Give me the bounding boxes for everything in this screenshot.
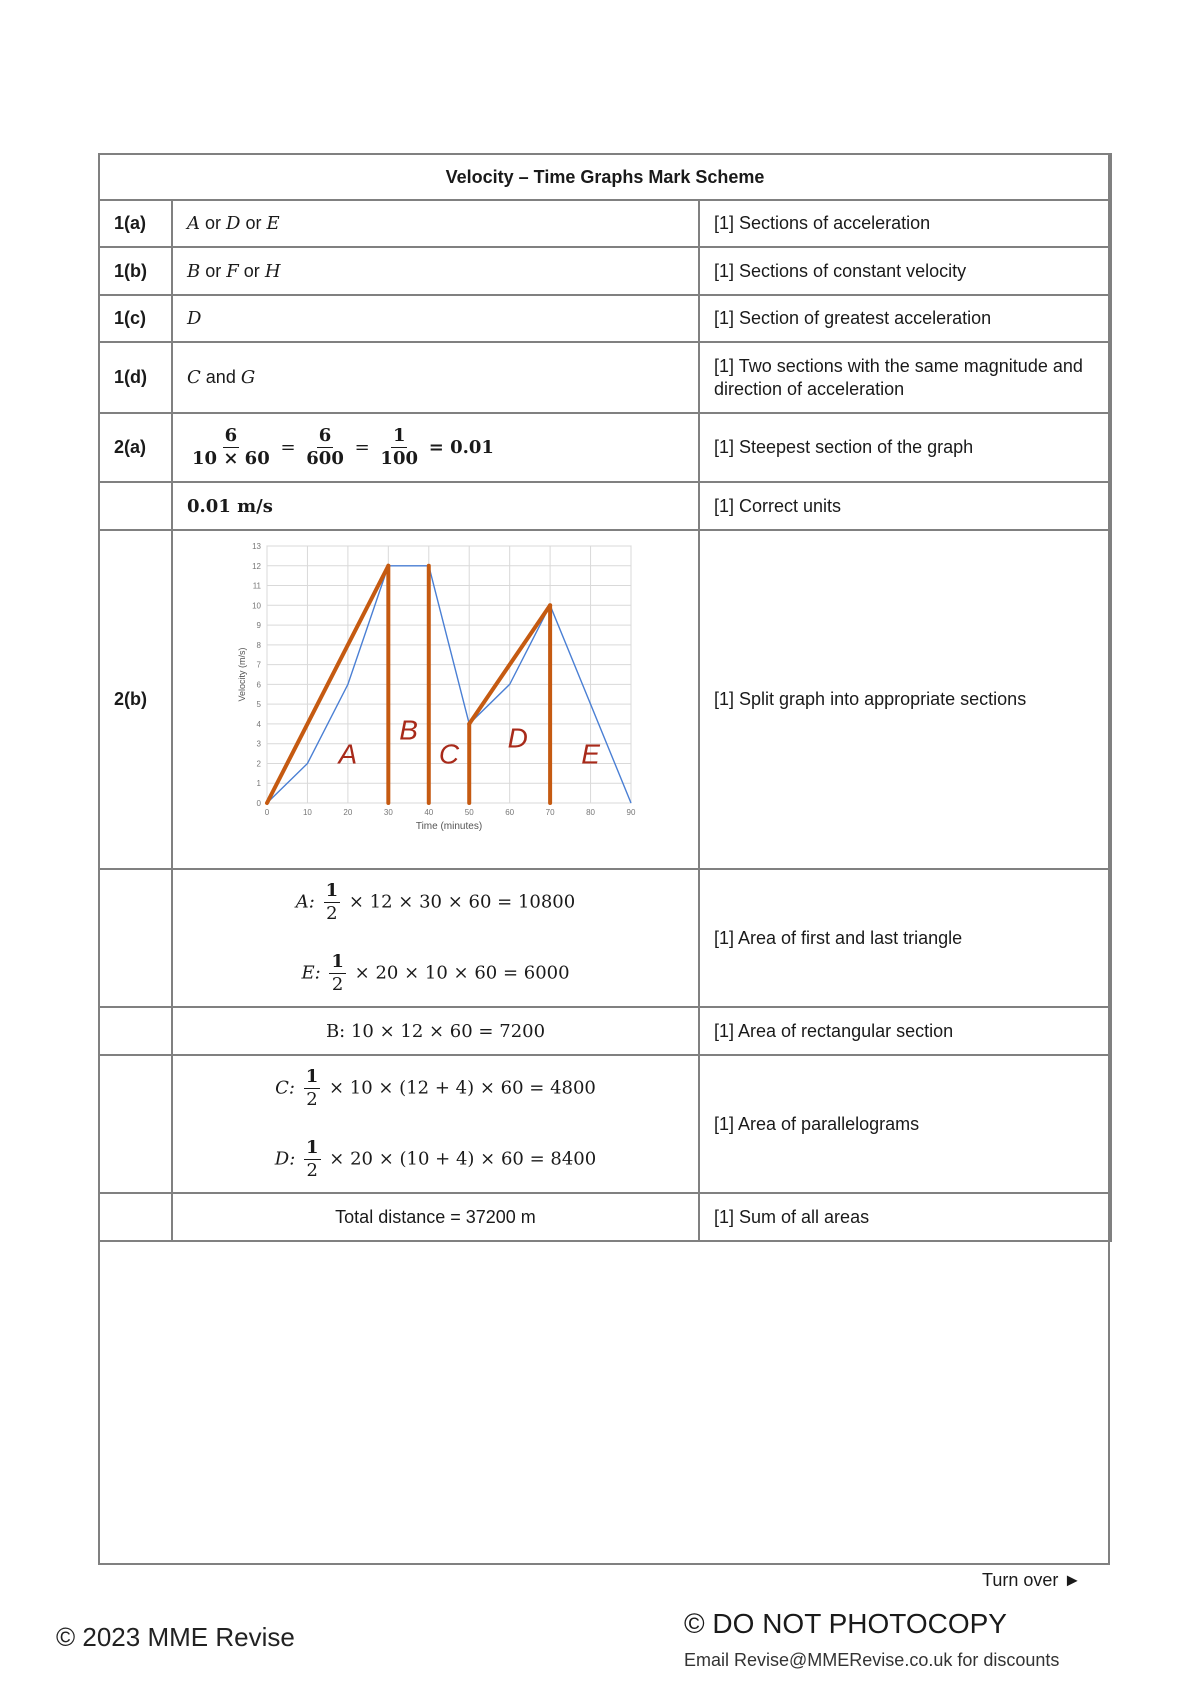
question-number: [99, 1007, 172, 1055]
answer-connector: and: [205, 367, 236, 387]
fraction-denominator: 2: [331, 974, 344, 995]
mark-cell: [1] Area of rectangular section: [699, 1007, 1111, 1055]
fraction-numerator: 1: [392, 425, 406, 446]
question-number: 1(d): [99, 342, 172, 413]
y-axis-label: Velocity (m/s): [237, 646, 247, 702]
answer-var: E: [266, 213, 280, 234]
x-tick-label: 90: [626, 807, 636, 817]
y-tick-label: 0: [256, 798, 261, 808]
y-tick-label: 7: [256, 660, 261, 670]
answer-var: G: [240, 367, 256, 388]
fraction-numerator: 1: [305, 1066, 319, 1087]
answer-cell: [172, 200, 699, 247]
y-tick-label: 5: [256, 699, 261, 709]
area-d-calculation: [187, 1137, 684, 1182]
question-number: [99, 1193, 172, 1241]
answer-cell: [172, 247, 699, 295]
mark-cell: [1] Area of first and last triangle: [699, 869, 1111, 1007]
table-row: [99, 295, 1111, 342]
answer-cell: Total distance = 37200 m: [172, 1193, 699, 1241]
section-label: B: [399, 714, 418, 746]
table-row: [99, 869, 1111, 1007]
mark-cell: [1] Sections of constant velocity: [699, 247, 1111, 295]
answer-var: D: [187, 308, 202, 329]
fraction-numerator: 6: [224, 425, 238, 446]
section-label: E: [581, 737, 600, 769]
area-e-calculation: [187, 951, 684, 996]
table-title: Velocity – Time Graphs Mark Scheme: [99, 154, 1111, 200]
answer-connector: or: [205, 260, 222, 281]
y-tick-label: 13: [252, 541, 261, 551]
answer-var: F: [226, 260, 239, 282]
x-axis-label: Time (minutes): [415, 820, 483, 832]
calculation-expression: × 12 × 30 × 60 = 10800: [348, 891, 576, 913]
x-tick-label: 70: [545, 807, 555, 817]
table-row: [99, 482, 1111, 530]
section-label: D:: [274, 1148, 296, 1170]
y-tick-label: 3: [256, 739, 261, 749]
mark-scheme-table: [98, 153, 1112, 1242]
section-label: A: [338, 737, 358, 769]
question-number: [99, 1055, 172, 1193]
x-tick-label: 40: [424, 807, 434, 817]
y-tick-label: 11: [252, 581, 261, 591]
copyright-notice: © 2023 MME Revise: [56, 1622, 295, 1652]
section-label: D: [507, 722, 528, 754]
answer-connector: or: [243, 260, 260, 281]
answer-var: D: [226, 213, 241, 234]
table-row: [99, 200, 1111, 247]
fraction-numerator: 1: [331, 951, 344, 972]
mark-cell: [1] Section of greatest acceleration: [699, 295, 1111, 342]
table-row: [99, 1055, 1111, 1193]
y-tick-label: 4: [256, 719, 261, 729]
table-row: [99, 1193, 1111, 1241]
answer-cell: [172, 295, 699, 342]
mark-cell: [1] Two sections with the same magnitude and direction of acceleration: [699, 342, 1111, 413]
do-not-photocopy-notice: © DO NOT PHOTOCOPY: [684, 1608, 1007, 1639]
mark-cell: [1] Area of parallelograms: [699, 1055, 1111, 1193]
x-tick-label: 60: [505, 807, 515, 817]
fraction-denominator: 100: [380, 448, 418, 469]
calculation-result: = 0.01: [428, 436, 494, 458]
turn-over-label: Turn over ►: [982, 1570, 1082, 1590]
question-number: [99, 869, 172, 1007]
x-tick-label: 50: [464, 807, 474, 817]
calculation-expression: × 20 × (10 + 4) × 60 = 8400: [329, 1148, 597, 1170]
question-number: 1(a): [99, 200, 172, 247]
y-tick-label: 12: [252, 561, 261, 571]
question-number: [99, 482, 172, 530]
area-a-calculation: [187, 880, 684, 925]
y-tick-label: 2: [256, 758, 261, 768]
section-label: C: [438, 737, 460, 769]
x-tick-label: 20: [343, 807, 353, 817]
answer-var: C: [187, 367, 201, 388]
fraction-denominator: 2: [306, 1160, 318, 1181]
y-tick-label: 1: [256, 778, 261, 788]
y-tick-label: 6: [256, 679, 261, 689]
mark-cell: [1] Sum of all areas: [699, 1193, 1111, 1241]
answer-cell: [172, 342, 699, 413]
graph-cell: [172, 530, 699, 869]
answer-var: A: [187, 213, 200, 234]
velocity-time-chart: [177, 532, 677, 862]
x-tick-label: 30: [383, 807, 393, 817]
mark-cell: [1] Steepest section of the graph: [699, 413, 1111, 482]
section-label: A:: [295, 891, 315, 913]
fraction-numerator: 6: [318, 425, 332, 446]
calculation-expression: × 20 × 10 × 60 = 6000: [354, 962, 570, 984]
fraction-denominator: 600: [306, 448, 344, 469]
mark-cell: [1] Split graph into appropriate sections: [699, 530, 1111, 869]
table-row: [99, 530, 1111, 869]
answer-var: H: [264, 260, 281, 282]
units-answer: 0.01 m/s: [187, 495, 273, 517]
question-number: 1(b): [99, 247, 172, 295]
answer-connector: or: [245, 213, 262, 233]
fraction-denominator: 2: [306, 1089, 318, 1110]
mark-cell: [1] Sections of acceleration: [699, 200, 1111, 247]
discount-email-notice: Email Revise@MMERevise.co.uk for discounts: [684, 1650, 1060, 1670]
fraction-calculation: $\frac{6}{10 \times 60}$ = $\frac{6}{600}$ = $\frac{1}{100}$ = 0.01: [192, 425, 494, 469]
section-label: C:: [275, 1077, 295, 1099]
question-number: 1(c): [99, 295, 172, 342]
x-tick-label: 0: [264, 807, 270, 817]
table-row: [99, 1007, 1111, 1055]
mark-cell: [1] Correct units: [699, 482, 1111, 530]
area-c-calculation: [187, 1066, 684, 1111]
y-tick-label: 8: [256, 640, 261, 650]
answer-cell: B: 10 × 12 × 60 = 7200: [172, 1007, 699, 1055]
fraction-numerator: 1: [325, 880, 339, 901]
question-number: 2(a): [99, 413, 172, 482]
answer-cell: [172, 413, 699, 482]
answer-cell: [172, 1055, 699, 1193]
x-tick-label: 80: [586, 807, 596, 817]
x-tick-label: 10: [302, 807, 312, 817]
table-row: [99, 342, 1111, 413]
y-tick-label: 10: [252, 600, 261, 610]
answer-var: B: [187, 260, 201, 282]
table-row: [99, 247, 1111, 295]
answer-cell: [172, 482, 699, 530]
calculation-expression: × 10 × (12 + 4) × 60 = 4800: [328, 1077, 596, 1099]
fraction-denominator: 2: [326, 903, 338, 924]
fraction-numerator: 1: [306, 1137, 319, 1158]
section-label: E:: [301, 962, 321, 984]
y-tick-label: 9: [256, 620, 261, 630]
question-number: 2(b): [99, 530, 172, 869]
table-row: [99, 413, 1111, 482]
answer-connector: or: [205, 213, 222, 233]
fraction-denominator: 10 × 60: [192, 448, 270, 469]
answer-cell: [172, 869, 699, 1007]
